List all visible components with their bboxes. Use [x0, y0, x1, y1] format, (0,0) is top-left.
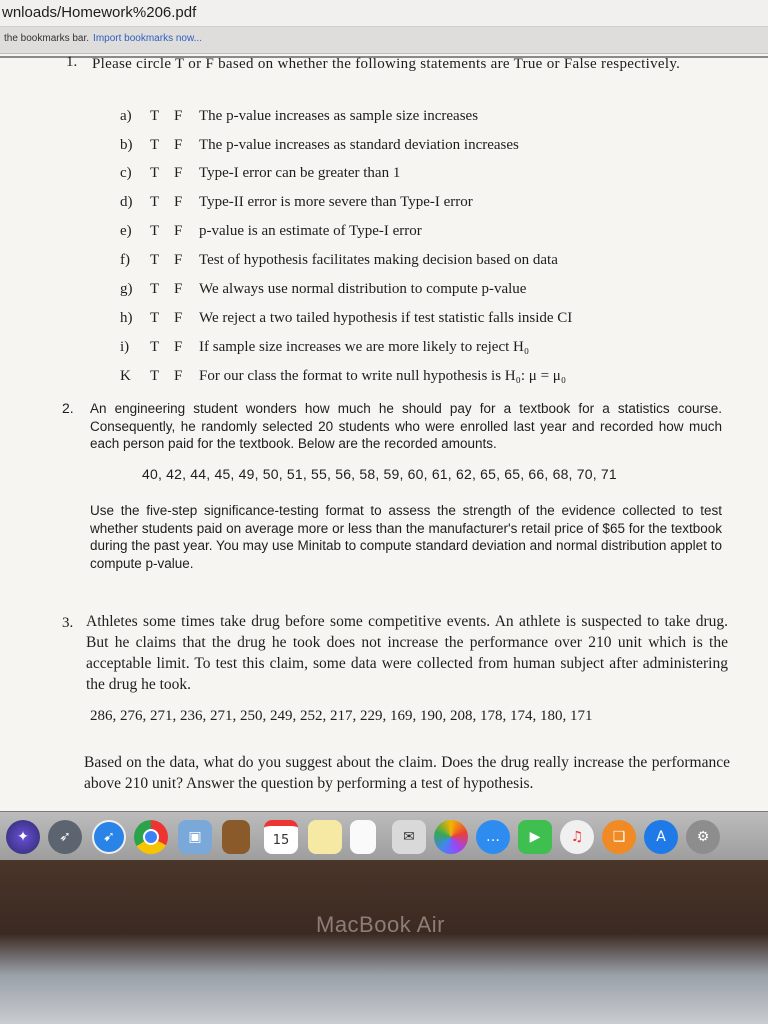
app-store-icon[interactable]: A	[644, 820, 678, 854]
address-text[interactable]: wnloads/Homework%206.pdf	[2, 4, 197, 21]
true-option[interactable]: T	[150, 194, 160, 210]
maps-icon[interactable]: ✉	[392, 820, 426, 854]
item-label: i)	[120, 339, 130, 355]
true-option[interactable]: T	[150, 137, 160, 153]
item-statement: p-value is an estimate of Type-I error	[199, 223, 422, 239]
notes-icon[interactable]	[308, 820, 342, 854]
q1-prompt: Please circle T or F based on whether the following statements are True or False respectively.	[92, 56, 681, 72]
address-bar[interactable]	[0, 0, 768, 27]
messages-icon[interactable]: …	[476, 820, 510, 854]
preview-photo-icon[interactable]: ▣	[178, 820, 212, 854]
q2-number: 2.	[62, 400, 74, 416]
false-option[interactable]: F	[174, 223, 183, 239]
calendar-icon[interactable]	[264, 820, 298, 854]
true-option[interactable]: T	[150, 368, 160, 384]
photos-icon[interactable]	[434, 820, 468, 854]
item-label: K	[120, 368, 131, 384]
q3-question: Based on the data, what do you suggest about the claim. Does the drug really increase the performance above 210 unit? Answer the question by performing a test of hypothesis.	[84, 754, 730, 792]
true-option[interactable]: T	[150, 223, 160, 239]
item-statement: We always use normal distribution to compute p-value	[199, 281, 527, 297]
q2-text: An engineering student wonders how much he should pay for a textbook for a statistics course. Consequently, he randomly selected 20 students who were enrolled last year and recorded how much each person paid for the textbook. Below are the recorded amounts.	[90, 401, 722, 451]
true-option[interactable]: T	[150, 281, 160, 297]
false-option[interactable]: F	[174, 194, 183, 210]
import-bookmarks-link[interactable]: Import bookmarks now...	[93, 33, 202, 44]
q2-data: 40, 42, 44, 45, 49, 50, 51, 55, 56, 58, 59, 60, 61, 62, 65, 65, 66, 68, 70, 71	[142, 466, 617, 482]
false-option[interactable]: F	[174, 281, 183, 297]
item-statement: For our class the format to write null hypothesis is H₀: μ = μ₀	[199, 368, 567, 384]
item-statement: We reject a two tailed hypothesis if test statistic falls inside CI	[199, 310, 573, 326]
item-label: h)	[120, 310, 133, 326]
laptop-bezel	[0, 860, 768, 1024]
false-option[interactable]: F	[174, 252, 183, 268]
q1-number: 1.	[66, 54, 78, 70]
false-option[interactable]: F	[174, 368, 183, 384]
item-statement: The p-value increases as standard deviation increases	[199, 137, 519, 153]
laptop-brand-label: MacBook Air	[316, 912, 445, 937]
safari-compass-icon[interactable]: ➹	[92, 820, 126, 854]
item-statement: Test of hypothesis facilitates making decision based on data	[199, 252, 558, 268]
false-option[interactable]: F	[174, 165, 183, 181]
item-statement: Type-II error is more severe than Type-I error	[199, 194, 473, 210]
item-label: f)	[120, 252, 130, 268]
false-option[interactable]: F	[174, 137, 183, 153]
q3-data: 286, 276, 271, 236, 271, 250, 249, 252, 217, 229, 169, 190, 208, 178, 174, 180, 171	[90, 708, 593, 724]
music-icon[interactable]: ♫	[560, 820, 594, 854]
false-option[interactable]: F	[174, 339, 183, 355]
calendar-day: 15	[272, 832, 290, 848]
false-option[interactable]: F	[174, 108, 183, 124]
false-option[interactable]: F	[174, 310, 183, 326]
launchpad-rocket-icon[interactable]: ➶	[48, 820, 82, 854]
item-statement: Type-I error can be greater than 1	[199, 165, 401, 181]
q3-text: Athletes some times take drug before some competitive events. An athlete is suspected to take drug. But he claims that the drug he took does not increase the performance over 210 unit which is the acceptable limit. To test this claim, some data were collected from human subject after administering the drug he took.	[86, 613, 728, 693]
item-label: d)	[120, 194, 133, 210]
true-option[interactable]: T	[150, 252, 160, 268]
item-label: g)	[120, 281, 133, 297]
q3-number: 3.	[62, 615, 74, 631]
item-label: c)	[120, 165, 132, 181]
chrome-icon[interactable]	[134, 820, 168, 854]
siri-icon[interactable]: ✦	[6, 820, 40, 854]
dock	[0, 811, 768, 860]
true-option[interactable]: T	[150, 310, 160, 326]
books-icon[interactable]: ❑	[602, 820, 636, 854]
q2-instructions: Use the five-step significance-testing format to assess the strength of the evidence collected to test whether students paid on average more or less than the manufacturer's retail price of $65 for the textbook during the past year. You may use Minitab to compute standard deviation and normal distribution applet to compute p-value.	[90, 503, 722, 571]
bookmarks-bar	[0, 27, 768, 54]
true-option[interactable]: T	[150, 108, 160, 124]
item-label: e)	[120, 223, 132, 239]
true-option[interactable]: T	[150, 339, 160, 355]
true-option[interactable]: T	[150, 165, 160, 181]
facetime-icon[interactable]: ▶	[518, 820, 552, 854]
system-preferences-gear-icon[interactable]: ⚙	[686, 820, 720, 854]
item-label: a)	[120, 108, 132, 124]
item-statement: If sample size increases we are more likely to reject H₀	[199, 339, 530, 355]
reminders-icon[interactable]	[350, 820, 376, 854]
pdf-document	[0, 54, 768, 811]
item-statement: The p-value increases as sample size increases	[199, 108, 479, 124]
bookmarks-bar-text: the bookmarks bar. Import bookmarks now...	[4, 33, 202, 44]
notebook-icon[interactable]	[222, 820, 250, 854]
item-label: b)	[120, 137, 133, 153]
